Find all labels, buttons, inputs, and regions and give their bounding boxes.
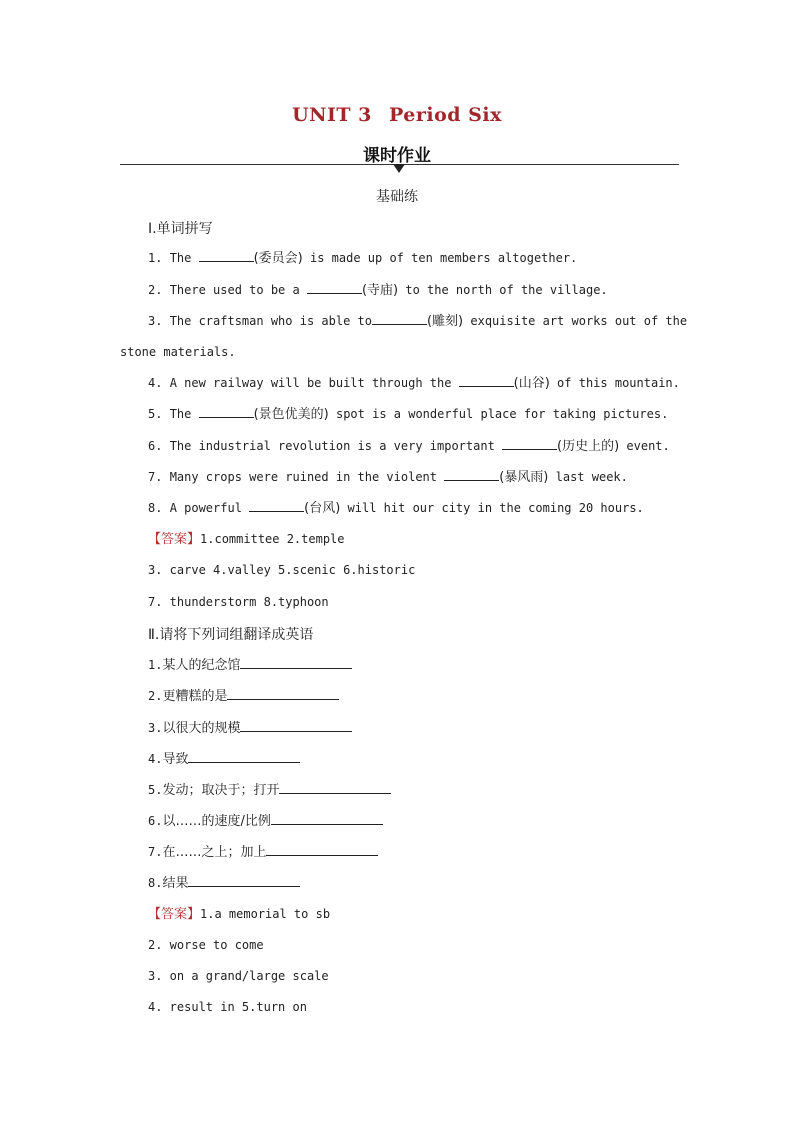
part2-answer-4: 4. result in 5.turn on (148, 1000, 307, 1014)
part2-heading: Ⅱ.请将下列词组翻译成英语 (148, 627, 314, 643)
translation-blank (279, 780, 391, 794)
part1-answer-1: 【答案】1.committee 2.temple (148, 532, 345, 547)
part1-item-3: 3. The craftsman who is able to (雕刻) exquisite art works out of the (148, 314, 688, 329)
fill-blank (307, 282, 362, 294)
part1-item-5: 5. The (景色优美的) spot is a wonderful place for taking pictures. (148, 407, 669, 422)
translation-blank (227, 686, 339, 700)
part2-item-8: 8.结果 (148, 873, 300, 893)
translation-blank (266, 842, 378, 856)
translation-blank (271, 811, 383, 825)
answer-tag: 【答案】 (148, 532, 201, 547)
part2-item-3: 3.以很大的规模 (148, 718, 352, 738)
part1-item-6: 6. The industrial revolution is a very important (历史上的) event. (148, 439, 670, 454)
part2-item-7: 7.在……之上；加上 (148, 842, 378, 862)
part2-answer-3: 3. on a grand/large scale (148, 969, 329, 983)
answer-tag: 【答案】 (148, 907, 201, 922)
fill-blank (459, 375, 514, 387)
part1-heading: Ⅰ.单词拼写 (148, 221, 213, 237)
section-basic-title: 基础练 (376, 189, 418, 205)
part1-answer-3: 7. thunderstorm 8.typhoon (148, 595, 329, 609)
part2-item-4: 4.导致 (148, 749, 300, 769)
translation-blank (188, 873, 300, 887)
part1-item-3-continued: stone materials. (120, 345, 236, 359)
part2-answer-2: 2. worse to come (148, 938, 264, 952)
part2-item-6: 6.以……的速度/比例 (148, 811, 383, 831)
fill-blank (372, 313, 427, 325)
title-unit: UNIT 3 (292, 104, 372, 126)
part1-item-4: 4. A new railway will be built through the (山谷) of this mountain. (148, 376, 680, 391)
down-triangle-icon (393, 164, 405, 173)
page-title (0, 104, 794, 126)
part2-item-5: 5.发动；取决于；打开 (148, 780, 391, 800)
title-period: Period Six (389, 104, 502, 126)
part2-item-1: 1.某人的纪念馆 (148, 655, 352, 675)
translation-blank (240, 655, 352, 669)
fill-blank (444, 469, 499, 481)
fill-blank (199, 406, 254, 418)
part1-item-7: 7. Many crops were ruined in the violent (暴风雨) last week. (148, 470, 628, 485)
fill-blank (199, 250, 254, 262)
page-subtitle: 课时作业 (363, 146, 431, 166)
translation-blank (188, 749, 300, 763)
part2-answer-1: 【答案】1.a memorial to sb (148, 907, 331, 922)
part2-item-2: 2.更糟糕的是 (148, 686, 339, 706)
translation-blank (240, 718, 352, 732)
part1-item-2: 2. There used to be a (寺庙) to the north of the village. (148, 283, 608, 298)
part1-item-8: 8. A powerful (台风) will hit our city in the coming 20 hours. (148, 501, 644, 516)
part1-answer-2: 3. carve 4.valley 5.scenic 6.historic (148, 563, 416, 577)
fill-blank (502, 438, 557, 450)
fill-blank (249, 500, 304, 512)
part1-item-1: 1. The (委员会) is made up of ten members altogether. (148, 251, 578, 266)
